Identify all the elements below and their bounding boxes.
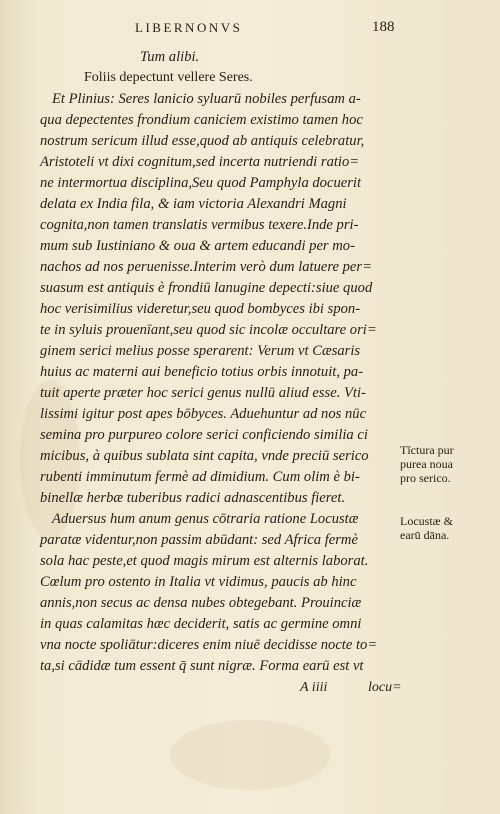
- margin-note-locustae: [400, 514, 495, 542]
- margin-note-line: pro serico.: [400, 471, 451, 485]
- catchword: locu=: [368, 680, 402, 695]
- margin-note-line: purea noua: [400, 457, 453, 471]
- margin-note-tinctura: [400, 443, 495, 485]
- text-line: Aduersus hum anum genus cōtraria ratione Locustæ: [52, 511, 359, 527]
- text-line: in quas calamitas hæc deciderit, satis ac germine omni: [40, 616, 362, 632]
- text-line: semina pro purpureo colore serici conficiendo similia ci: [40, 427, 368, 443]
- text-line: Cœlum pro ostento in Italia vt vidimus, paucis ab hinc: [40, 574, 357, 590]
- margin-note-line: earū dāna.: [400, 528, 450, 542]
- text-line: suasum est antiquis è frondiū lanugine depecti:siue quod: [40, 280, 373, 296]
- text-line: cognita,non tamen translatis vermibus texere.Inde pri-: [40, 217, 359, 233]
- text-line: ginem serici melius posse sperarent: Verum vt Cæsaris: [40, 343, 361, 359]
- text-line: sola hac peste,et quod magis mirum est alternis laborat.: [40, 553, 369, 569]
- text-line: huius ac materni aui beneficio totius orbis innotuit, pa-: [40, 364, 364, 380]
- text-line: Foliis depectunt vellere Seres.: [84, 70, 253, 85]
- text-line: vna nocte spoliātur:diceres enim niuē decidisse nocte to=: [40, 637, 378, 653]
- margin-note-line: Tĭctura pur: [400, 443, 454, 457]
- page-number: 188: [372, 19, 395, 35]
- text-line: nostrum sericum illud esse,quod ab antiquis celebratur,: [40, 133, 365, 149]
- text-line: mum sub Iustiniano & oua & artem educandi per mo-: [40, 238, 355, 254]
- text-line: qua depectentes frondium caniciem existimo tamen hoc: [40, 112, 363, 128]
- text-line: paratæ videntur,non passim abūdant: sed Africa fermè: [40, 532, 358, 548]
- text-line: ne intermortua disciplina,Seu quod Pamphyla docuerit: [40, 175, 362, 191]
- text-line: te in syluis prouenīant,seu quod sic incolæ occultare ori=: [40, 322, 377, 338]
- text-line: annis,non secus ac densa nubes obtegebant. Prouinciæ: [40, 595, 362, 611]
- running-head: LIBERNONVS: [135, 20, 243, 35]
- text-line: lissimi igitur post apes bōbyces. Aduehuntur ad nos nūc: [40, 406, 367, 422]
- text-line: ta,si cādidæ tum essent q̄ sunt nigræ. Forma earū est vt: [40, 658, 364, 674]
- text-line: micibus, à quibus sublata sint capita, vnde preciū serico: [40, 448, 369, 464]
- text-line: Et Plinius: Seres lanicio syluarū nobiles perfusam a-: [52, 91, 361, 107]
- text-line: rubenti imminutum fermè ad dimidium. Cum olim è bi-: [40, 469, 360, 485]
- text-line: delata ex India fila, & iam victoria Alexandri Magni: [40, 196, 347, 212]
- text-line: Aristoteli vt dixi cognitum,sed incerta nutriendi ratio=: [40, 154, 360, 170]
- text-line: hoc verisimilius videretur,seu quod bombyces ibi spon-: [40, 301, 361, 317]
- text-line: Tum alibi.: [140, 49, 200, 65]
- paper-stain: [170, 720, 330, 790]
- text-line: binellæ herbæ tuberibus radici adnascentibus fieret.: [40, 490, 346, 506]
- signature-mark: A iiii: [300, 680, 328, 695]
- text-line: nachos ad nos peruenisse.Interim verò dum latuere per=: [40, 259, 372, 275]
- text-line: tuit aperte præter hoc serici genus nullū aliud esse. Vti-: [40, 385, 366, 401]
- margin-note-line: Locustæ &: [400, 514, 453, 528]
